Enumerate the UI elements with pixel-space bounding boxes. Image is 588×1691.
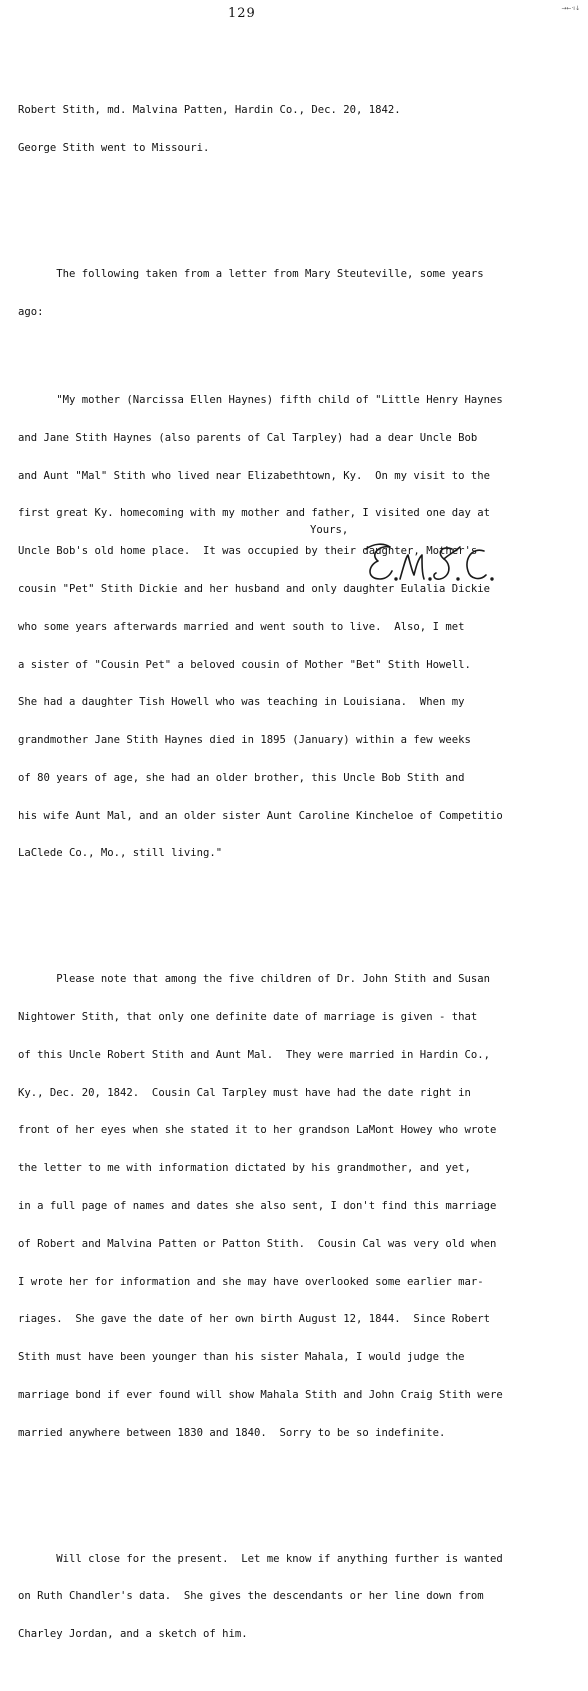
text-line: Robert Stith, md. Malvina Patten, Hardin Co., Dec. 20, 1842. bbox=[18, 104, 401, 117]
text-line: LaClede Co., Mo., still living." bbox=[18, 847, 223, 860]
corner-mark: →←·ı↓ bbox=[561, 5, 580, 12]
text-line: his wife Aunt Mal, and an older sister Aunt Caroline Kincheloe of Competitio bbox=[18, 809, 503, 822]
text-line: first great Ky. homecoming with my mother and father, I visited one day at bbox=[18, 507, 490, 520]
paragraph-note bbox=[18, 948, 584, 1464]
text-line: the letter to me with information dictated by his grandmother, and yet, bbox=[18, 1162, 471, 1175]
text-line: and Aunt "Mal" Stith who lived near Elizabethtown, Ky. On my visit to the bbox=[18, 469, 490, 482]
text-line: front of her eyes when she stated it to her grandson LaMont Howey who wrote bbox=[18, 1124, 497, 1137]
text-line: "My mother (Narcissa Ellen Haynes) fifth child of "Little Henry Haynes bbox=[18, 394, 503, 407]
text-line: The following taken from a letter from Mary Steuteville, some years bbox=[18, 268, 484, 281]
text-line: George Stith went to Missouri. bbox=[18, 142, 210, 155]
text-line: Will close for the present. Let me know if anything further is wanted bbox=[18, 1552, 503, 1565]
text-line: Charley Jordan, and a sketch of him. bbox=[18, 1628, 248, 1641]
text-line: grandmother Jane Stith Haynes died in 1895 (January) within a few weeks bbox=[18, 734, 471, 747]
text-line: ago: bbox=[18, 305, 44, 318]
closing-salutation: Yours, bbox=[310, 524, 349, 536]
paragraph-intro bbox=[18, 79, 584, 180]
text-line: She had a daughter Tish Howell who was teaching in Louisiana. When my bbox=[18, 696, 465, 709]
text-line: of 80 years of age, she had an older brother, this Uncle Bob Stith and bbox=[18, 771, 465, 784]
text-line: Uncle Bob's old home place. It was occupied by their daughter, Mother's bbox=[18, 545, 478, 558]
text-line: riages. She gave the date of her own birth August 12, 1844. Since Robert bbox=[18, 1313, 490, 1326]
paragraph-letter-intro bbox=[18, 243, 584, 344]
text-line: Nightower Stith, that only one definite date of marriage is given - that bbox=[18, 1011, 478, 1024]
text-line: marriage bond if ever found will show Mahala Stith and John Craig Stith were bbox=[18, 1388, 503, 1401]
text-line: in a full page of names and dates she also sent, I don't find this marriage bbox=[18, 1200, 497, 1213]
text-line: who some years afterwards married and went south to live. Also, I met bbox=[18, 620, 465, 633]
text-line: cousin "Pet" Stith Dickie and her husband and only daughter Eulalia Dickie bbox=[18, 582, 490, 595]
text-line: of this Uncle Robert Stith and Aunt Mal. They were married in Hardin Co., bbox=[18, 1048, 490, 1061]
text-line: Stith must have been younger than his sister Mahala, I would judge the bbox=[18, 1351, 465, 1364]
handwritten-signature bbox=[360, 535, 510, 591]
text-line: Please note that among the five children of Dr. John Stith and Susan bbox=[18, 973, 490, 986]
text-line: I wrote her for information and she may have overlooked some earlier mar- bbox=[18, 1275, 484, 1288]
text-line: a sister of "Cousin Pet" a beloved cousin of Mother "Bet" Stith Howell. bbox=[18, 658, 471, 671]
page-number: 129 bbox=[228, 6, 256, 21]
letter-body bbox=[18, 54, 584, 1691]
text-line: married anywhere between 1830 and 1840. Sorry to be so indefinite. bbox=[18, 1426, 446, 1439]
text-line: of Robert and Malvina Patten or Patton Stith. Cousin Cal was very old when bbox=[18, 1237, 497, 1250]
text-line: and Jane Stith Haynes (also parents of Cal Tarpley) had a dear Uncle Bob bbox=[18, 431, 478, 444]
paragraph-closing bbox=[18, 1527, 584, 1666]
paragraph-quote bbox=[18, 369, 584, 885]
text-line: on Ruth Chandler's data. She gives the descendants or her line down from bbox=[18, 1590, 484, 1603]
text-line: Ky., Dec. 20, 1842. Cousin Cal Tarpley must have had the date right in bbox=[18, 1086, 471, 1099]
